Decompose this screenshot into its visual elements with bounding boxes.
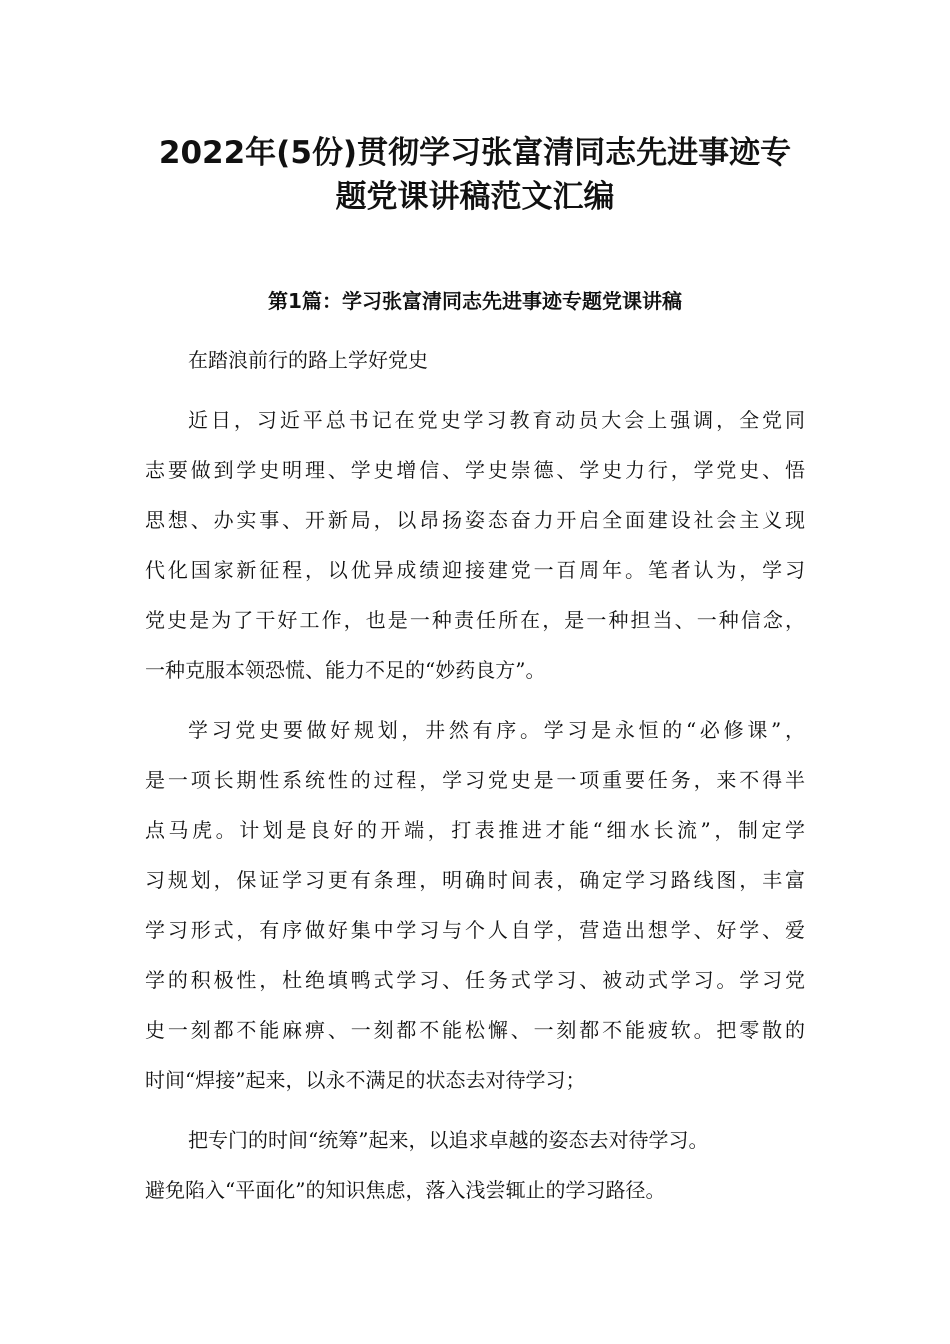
paragraph-3-line-1: 把专门的时间“统筹”起来，以追求卓越的姿态去对待学习。 bbox=[188, 1128, 709, 1152]
paragraph-2-line-4: 习规划，保证学习更有条理，明确时间表，确定学习路线图，丰富 bbox=[145, 868, 805, 892]
paragraph-2-line-5: 学习形式，有序做好集中学习与个人自学，营造出想学、好学、爱 bbox=[145, 918, 805, 942]
paragraph-1-line-3: 思想、办实事、开新局，以昂扬姿态奋力开启全面建设社会主义现 bbox=[145, 508, 805, 532]
paragraph-2-line-7: 史一刻都不能麻痹、一刻都不能松懈、一刻都不能疲软。把零散的 bbox=[145, 1018, 805, 1042]
paragraph-1-line-4: 代化国家新征程，以优异成绩迎接建党一百周年。笔者认为，学习 bbox=[145, 558, 805, 582]
paragraph-2-line-2: 是一项长期性系统性的过程，学习党史是一项重要任务，来不得半 bbox=[145, 768, 805, 792]
paragraph-1-line-5: 党史是为了干好工作，也是一种责任所在，是一种担当、一种信念， bbox=[145, 608, 805, 632]
document-title-line-2: 题党课讲稿范文汇编 bbox=[335, 179, 615, 215]
article-subtitle: 在踏浪前行的路上学好党史 bbox=[188, 348, 428, 372]
paragraph-2-line-8: 时间“焊接”起来，以永不满足的状态去对待学习； bbox=[145, 1068, 586, 1092]
document-title-line-1: 2022年(5份)贯彻学习张富清同志先进事迹专 bbox=[158, 135, 792, 171]
paragraph-1-line-1: 近日，习近平总书记在党史学习教育动员大会上强调，全党同 bbox=[188, 408, 805, 432]
section-heading: 第1篇：学习张富清同志先进事迹专题党课讲稿 bbox=[268, 289, 682, 313]
paragraph-2-line-3: 点马虎。计划是良好的开端，打表推进才能“细水长流”，制定学 bbox=[145, 818, 805, 842]
paragraph-1-line-2: 志要做到学史明理、学史增信、学史崇德、学史力行，学党史、悟 bbox=[145, 458, 805, 482]
paragraph-3-line-2: 避免陷入“平面化”的知识焦虑，落入浅尝辄止的学习路径。 bbox=[145, 1178, 666, 1202]
paragraph-2-line-6: 学的积极性，杜绝填鸭式学习、任务式学习、被动式学习。学习党 bbox=[145, 968, 805, 992]
paragraph-1-line-6: 一种克服本领恐慌、能力不足的“妙药良方”。 bbox=[145, 658, 546, 682]
paragraph-2-line-1: 学习党史要做好规划，井然有序。学习是永恒的“必修课”， bbox=[188, 718, 805, 742]
